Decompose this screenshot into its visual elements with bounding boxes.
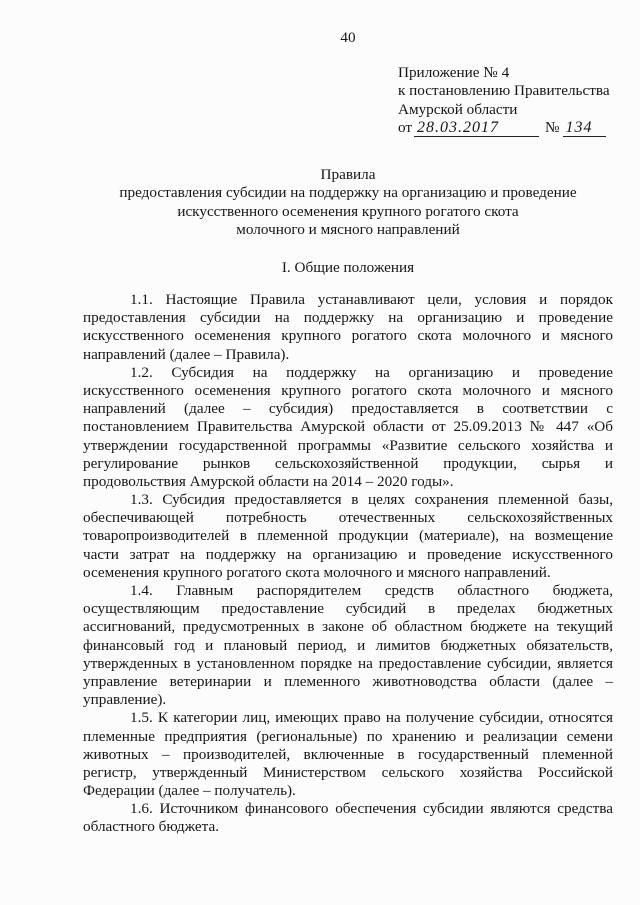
- document-body: [83, 291, 613, 837]
- paragraph-line: 1.6. Источником финансового обеспечения субсидии являются средства: [130, 800, 613, 818]
- paragraph-1-4: [83, 582, 613, 709]
- paragraph-line: утверждении государственной программы «Развитие сельского хозяйства и: [83, 436, 613, 454]
- paragraph-line: товаропроизводителей в племенной продукции (материале), на возмещение: [83, 527, 613, 545]
- paragraph-line: 1.3. Субсидия предоставляется в целях сохранения племенной базы,: [130, 491, 613, 509]
- paragraph-line: 1.2. Субсидия на поддержку на организацию и проведение: [130, 363, 613, 381]
- paragraph-1-3: [83, 491, 613, 582]
- paragraph-1-6: [83, 800, 613, 836]
- paragraph-line: осеменения крупного рогатого скота молочного и мясного направлений.: [83, 563, 551, 581]
- title-line: предоставления субсидии на поддержку на организацию и проведение: [119, 184, 577, 202]
- paragraph-line: Федерации (далее – получатель).: [83, 782, 296, 800]
- paragraph-line: части затрат на поддержку на организацию и проведение искусственного: [83, 545, 613, 563]
- paragraph-line: 1.1. Настоящие Правила устанавливают цели, условия и порядок: [130, 291, 613, 308]
- date-prefix: от: [398, 118, 413, 136]
- paragraph-line: управление ветеринарии и племенного животноводства области (далее –: [83, 672, 613, 690]
- section-heading: I. Общие положения: [281, 259, 415, 276]
- paragraph-line: предоставления субсидии на поддержку на организацию и проведение: [83, 309, 613, 327]
- paragraph-1-2: [83, 364, 613, 491]
- paragraph-line: продовольствия Амурской области на 2014 – 2020 годы».: [83, 472, 454, 490]
- paragraph-line: направлений (далее – субсидия) предоставляется в соответствии с: [83, 400, 613, 418]
- paragraph-line: регулирование рынков сельскохозяйственной продукции, сырья и: [83, 454, 613, 472]
- paragraph-line: обеспечивающей потребность отечественных сельскохозяйственных: [83, 509, 613, 527]
- appendix-line-3: Амурской области: [398, 100, 518, 118]
- paragraph-line: направлений (далее – Правила).: [83, 345, 290, 363]
- handwritten-number: 134: [563, 119, 606, 137]
- paragraph-1-1: [83, 291, 613, 364]
- paragraph-line: ассигнований, предусмотренных в законе об областном бюджете на текущий: [83, 618, 613, 636]
- paragraph-line: искусственного осеменения крупного рогатого скота молочного и мясного: [83, 381, 613, 399]
- appendix-date-row: [398, 119, 633, 137]
- paragraph-line: 1.4. Главным распорядителем средств областного бюджета,: [130, 582, 613, 599]
- appendix-line-2: к постановлению Правительства: [398, 82, 610, 100]
- title-line: молочного и мясного направлений: [236, 220, 460, 238]
- paragraph-line: областного бюджета.: [83, 818, 220, 836]
- paragraph-line: искусственного осеменения крупного рогатого скота молочного и мясного: [83, 327, 613, 345]
- appendix-line-1: Приложение № 4: [398, 64, 510, 81]
- paragraph-line: регистр, утвержденный Министерством сельского хозяйства Российской: [83, 763, 613, 781]
- document-title: [83, 166, 613, 239]
- paragraph-line: финансовый год и плановый период, и лимитов бюджетных обязательств,: [83, 636, 613, 654]
- paragraph-line: управление).: [83, 691, 167, 709]
- title-heading: Правила: [320, 166, 376, 183]
- paragraph-line: животных – производителей, включенные в государственный племенной: [83, 745, 613, 763]
- number-prefix: №: [545, 118, 560, 136]
- handwritten-date: 28.03.2017: [414, 119, 539, 137]
- title-line: искусственного осеменения крупного рогатого скота: [177, 202, 519, 220]
- paragraph-1-5: [83, 709, 613, 800]
- paragraph-line: 1.5. К категории лиц, имеющих право на получение субсидии, относятся: [130, 709, 613, 727]
- paragraph-line: племенные предприятия (региональные) по хранению и реализации семени: [83, 727, 613, 745]
- page-number: 40: [340, 29, 356, 46]
- appendix-header: [398, 64, 633, 137]
- paragraph-line: осуществляющим предоставление субсидий в пределах бюджетных: [83, 600, 613, 618]
- paragraph-line: утвержденных в установленном порядке на предоставление субсидии, является: [83, 654, 613, 672]
- paragraph-line: постановлением Правительства Амурской области от 25.09.2013 № 447 «Об: [83, 418, 613, 436]
